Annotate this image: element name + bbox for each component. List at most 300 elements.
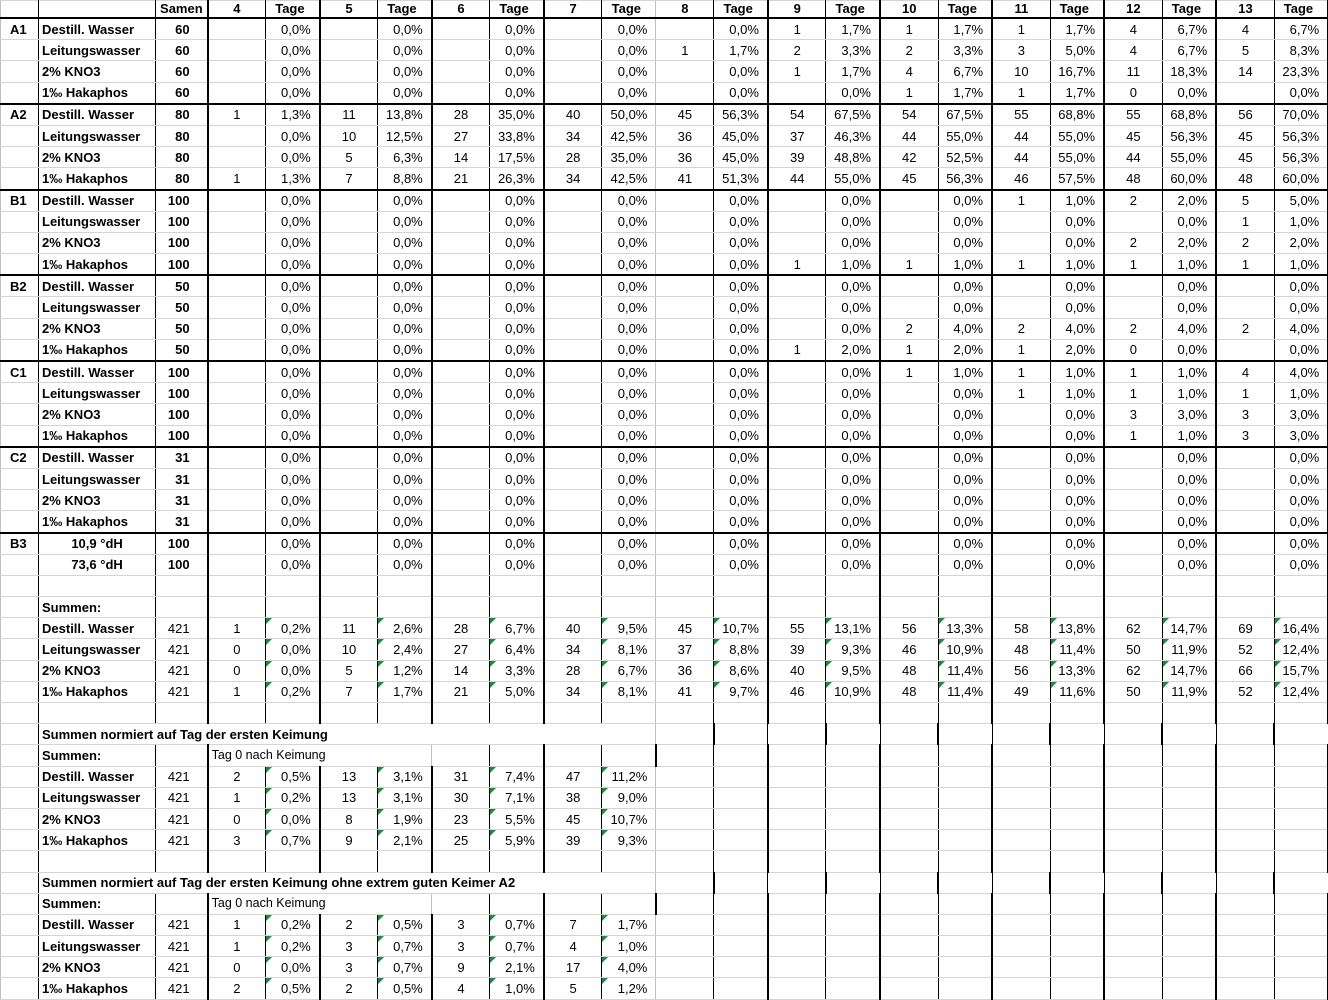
empty-cell[interactable] xyxy=(1104,957,1162,978)
row-label[interactable]: 2% KNO3 xyxy=(39,318,156,339)
germinated-count[interactable] xyxy=(320,297,378,318)
row-label[interactable]: Leitungswasser xyxy=(39,125,156,146)
empty-cell[interactable] xyxy=(208,703,266,724)
germinated-count[interactable]: 0 xyxy=(1104,339,1162,361)
germination-percent[interactable]: 8,8% xyxy=(714,639,768,660)
germination-percent[interactable]: 0,0% xyxy=(1050,468,1104,489)
empty-cell[interactable] xyxy=(714,575,768,596)
germinated-count[interactable] xyxy=(320,232,378,253)
germination-percent[interactable]: 55,0% xyxy=(826,168,880,190)
germination-percent[interactable]: 0,0% xyxy=(1274,511,1328,533)
germination-percent[interactable]: 4,0% xyxy=(938,318,992,339)
germinated-count[interactable] xyxy=(208,125,266,146)
empty-cell[interactable] xyxy=(1216,575,1274,596)
header-day-number[interactable]: 13 xyxy=(1216,1,1274,19)
germinated-count[interactable]: 52 xyxy=(1216,639,1274,660)
germinated-count[interactable]: 1 xyxy=(768,254,826,276)
group-id[interactable] xyxy=(1,618,39,639)
germination-percent[interactable]: 0,0% xyxy=(1050,275,1104,297)
germinated-count[interactable] xyxy=(320,339,378,361)
germination-percent[interactable]: 68,8% xyxy=(1050,104,1104,126)
empty-cell[interactable] xyxy=(1216,936,1274,957)
germinated-count[interactable] xyxy=(320,82,378,104)
germinated-count[interactable] xyxy=(880,533,938,555)
germination-percent[interactable]: 0,0% xyxy=(714,275,768,297)
germinated-count[interactable]: 28 xyxy=(432,104,490,126)
empty-cell[interactable] xyxy=(880,851,938,872)
germinated-count[interactable] xyxy=(208,554,266,575)
germinated-count[interactable] xyxy=(208,404,266,425)
empty-cell[interactable] xyxy=(1104,851,1162,872)
germinated-count[interactable]: 10 xyxy=(992,61,1050,82)
germination-percent[interactable]: 42,5% xyxy=(602,168,656,190)
germination-percent[interactable]: 0,0% xyxy=(490,425,544,447)
germination-percent[interactable]: 0,0% xyxy=(1162,211,1216,232)
germination-percent[interactable]: 2,1% xyxy=(378,830,432,851)
germinated-count[interactable]: 25 xyxy=(432,830,490,851)
germination-percent[interactable]: 3,0% xyxy=(1274,404,1328,425)
germination-percent[interactable]: 0,0% xyxy=(602,275,656,297)
germinated-count[interactable]: 0 xyxy=(208,808,266,829)
empty-cell[interactable] xyxy=(1274,851,1328,872)
germinated-count[interactable] xyxy=(992,554,1050,575)
empty-cell[interactable] xyxy=(1216,914,1274,935)
germinated-count[interactable]: 7 xyxy=(320,168,378,190)
sample-count[interactable]: 100 xyxy=(156,190,208,212)
germinated-count[interactable]: 3 xyxy=(1216,425,1274,447)
germinated-count[interactable]: 11 xyxy=(320,618,378,639)
germination-percent[interactable]: 1,9% xyxy=(378,808,432,829)
empty-cell[interactable] xyxy=(1162,766,1216,787)
germination-percent[interactable]: 0,2% xyxy=(266,787,320,808)
empty-cell[interactable] xyxy=(320,597,378,618)
empty-cell[interactable] xyxy=(768,893,826,914)
germinated-count[interactable] xyxy=(880,511,938,533)
germination-percent[interactable]: 1,3% xyxy=(266,104,320,126)
empty-cell[interactable] xyxy=(992,808,1050,829)
germinated-count[interactable]: 23 xyxy=(432,808,490,829)
empty-cell[interactable] xyxy=(432,597,490,618)
germination-percent[interactable]: 1,0% xyxy=(1050,190,1104,212)
germination-percent[interactable]: 0,0% xyxy=(602,82,656,104)
group-id[interactable] xyxy=(1,554,39,575)
germination-percent[interactable]: 0,0% xyxy=(1050,447,1104,469)
germinated-count[interactable]: 45 xyxy=(880,168,938,190)
germinated-count[interactable]: 38 xyxy=(544,787,602,808)
empty-cell[interactable] xyxy=(266,597,320,618)
group-id[interactable]: C2 xyxy=(1,447,39,469)
germinated-count[interactable] xyxy=(768,190,826,212)
germination-percent[interactable]: 12,5% xyxy=(378,125,432,146)
germinated-count[interactable]: 21 xyxy=(432,681,490,702)
empty-cell[interactable] xyxy=(1050,597,1104,618)
germination-percent[interactable]: 4,0% xyxy=(1274,361,1328,383)
germinated-count[interactable]: 41 xyxy=(656,681,714,702)
header-days-label[interactable]: Tage xyxy=(938,1,992,19)
germination-percent[interactable]: 17,5% xyxy=(490,147,544,168)
empty-cell[interactable] xyxy=(714,830,768,851)
empty-cell[interactable] xyxy=(938,703,992,724)
germination-percent[interactable]: 0,5% xyxy=(378,914,432,935)
germination-percent[interactable]: 3,3% xyxy=(826,40,880,61)
empty-cell[interactable] xyxy=(656,597,714,618)
germinated-count[interactable]: 2 xyxy=(880,318,938,339)
group-id[interactable]: B2 xyxy=(1,275,39,297)
empty-cell[interactable] xyxy=(826,766,880,787)
germinated-count[interactable] xyxy=(1104,297,1162,318)
germination-percent[interactable]: 0,0% xyxy=(266,468,320,489)
germination-percent[interactable]: 0,0% xyxy=(266,297,320,318)
germinated-count[interactable]: 36 xyxy=(656,125,714,146)
germination-percent[interactable]: 0,0% xyxy=(1274,275,1328,297)
germination-percent[interactable]: 1,0% xyxy=(1050,383,1104,404)
germination-percent[interactable]: 1,0% xyxy=(1162,361,1216,383)
germination-percent[interactable]: 0,0% xyxy=(490,318,544,339)
section-title[interactable]: Summen normiert auf Tag der ersten Keimung ohne extrem guten Keimer A2 xyxy=(39,872,656,893)
row-label[interactable]: 1‰ Hakaphos xyxy=(39,978,156,999)
empty-cell[interactable] xyxy=(656,766,714,787)
germination-percent[interactable]: 0,0% xyxy=(266,639,320,660)
group-id[interactable] xyxy=(1,639,39,660)
germination-percent[interactable]: 0,0% xyxy=(826,297,880,318)
sample-count[interactable]: 60 xyxy=(156,18,208,40)
empty-cell[interactable] xyxy=(1162,830,1216,851)
group-id[interactable] xyxy=(1,318,39,339)
sample-count[interactable]: 100 xyxy=(156,554,208,575)
empty-cell[interactable] xyxy=(378,851,432,872)
germinated-count[interactable]: 62 xyxy=(1104,660,1162,681)
germination-percent[interactable]: 56,3% xyxy=(938,168,992,190)
germination-percent[interactable]: 0,0% xyxy=(714,533,768,555)
empty-cell[interactable] xyxy=(992,724,1050,745)
empty-cell[interactable] xyxy=(938,787,992,808)
germination-percent[interactable]: 1,0% xyxy=(938,254,992,276)
germination-percent[interactable]: 0,0% xyxy=(378,533,432,555)
germination-percent[interactable]: 0,0% xyxy=(490,404,544,425)
germinated-count[interactable]: 3 xyxy=(320,936,378,957)
germination-percent[interactable]: 57,5% xyxy=(1050,168,1104,190)
header-day-number[interactable]: 5 xyxy=(320,1,378,19)
germinated-count[interactable]: 9 xyxy=(432,957,490,978)
header-days-label[interactable]: Tage xyxy=(714,1,768,19)
germinated-count[interactable]: 36 xyxy=(656,660,714,681)
empty-cell[interactable] xyxy=(1162,936,1216,957)
empty-cell[interactable] xyxy=(826,978,880,999)
germination-percent[interactable]: 0,0% xyxy=(602,18,656,40)
empty-cell[interactable] xyxy=(602,893,656,914)
germinated-count[interactable]: 45 xyxy=(1216,125,1274,146)
germination-percent[interactable]: 2,1% xyxy=(490,957,544,978)
germination-percent[interactable]: 0,0% xyxy=(266,339,320,361)
germination-percent[interactable]: 1,0% xyxy=(1274,383,1328,404)
group-id[interactable] xyxy=(1,511,39,533)
germination-percent[interactable]: 0,0% xyxy=(490,383,544,404)
germinated-count[interactable]: 4 xyxy=(432,978,490,999)
germinated-count[interactable]: 1 xyxy=(1216,211,1274,232)
empty-cell[interactable] xyxy=(1216,893,1274,914)
germinated-count[interactable]: 1 xyxy=(880,254,938,276)
empty-cell[interactable] xyxy=(656,914,714,935)
germinated-count[interactable]: 55 xyxy=(768,618,826,639)
empty-cell[interactable] xyxy=(880,724,938,745)
empty-cell[interactable] xyxy=(1104,597,1162,618)
germinated-count[interactable]: 13 xyxy=(320,787,378,808)
germination-percent[interactable]: 0,0% xyxy=(378,468,432,489)
germination-percent[interactable]: 33,8% xyxy=(490,125,544,146)
empty-cell[interactable] xyxy=(156,745,208,766)
empty-cell[interactable] xyxy=(1104,978,1162,999)
empty-cell[interactable] xyxy=(1050,851,1104,872)
row-label[interactable]: Leitungswasser xyxy=(39,40,156,61)
germinated-count[interactable] xyxy=(656,61,714,82)
empty-cell[interactable] xyxy=(1162,787,1216,808)
section-sublabel[interactable]: Tag 0 nach Keimung xyxy=(208,745,432,766)
empty-cell[interactable] xyxy=(938,936,992,957)
germination-percent[interactable]: 1,0% xyxy=(1162,425,1216,447)
germinated-count[interactable] xyxy=(432,82,490,104)
empty-cell[interactable] xyxy=(1050,745,1104,766)
empty-cell[interactable] xyxy=(826,872,880,893)
germinated-count[interactable]: 31 xyxy=(432,766,490,787)
row-label[interactable]: Destill. Wasser xyxy=(39,914,156,935)
germinated-count[interactable] xyxy=(768,383,826,404)
germinated-count[interactable] xyxy=(320,511,378,533)
germination-percent[interactable]: 0,7% xyxy=(378,936,432,957)
germinated-count[interactable] xyxy=(656,533,714,555)
header-days-label[interactable]: Tage xyxy=(826,1,880,19)
sample-count[interactable]: 60 xyxy=(156,82,208,104)
sample-count[interactable]: 50 xyxy=(156,297,208,318)
germinated-count[interactable] xyxy=(544,297,602,318)
group-id[interactable] xyxy=(1,339,39,361)
germinated-count[interactable] xyxy=(656,82,714,104)
germinated-count[interactable]: 2 xyxy=(1104,190,1162,212)
germination-percent[interactable]: 3,3% xyxy=(938,40,992,61)
germinated-count[interactable]: 1 xyxy=(1104,361,1162,383)
germinated-count[interactable]: 44 xyxy=(880,125,938,146)
germination-percent[interactable]: 0,0% xyxy=(602,490,656,511)
germinated-count[interactable] xyxy=(656,190,714,212)
germinated-count[interactable]: 1 xyxy=(768,18,826,40)
germination-percent[interactable]: 0,0% xyxy=(1274,554,1328,575)
sample-count[interactable]: 80 xyxy=(156,168,208,190)
empty-cell[interactable] xyxy=(992,766,1050,787)
sample-count[interactable]: 100 xyxy=(156,254,208,276)
germination-percent[interactable]: 0,0% xyxy=(1050,533,1104,555)
germinated-count[interactable]: 2 xyxy=(320,914,378,935)
germinated-count[interactable]: 1 xyxy=(208,787,266,808)
row-label[interactable]: 1‰ Hakaphos xyxy=(39,254,156,276)
germination-percent[interactable]: 0,0% xyxy=(1050,404,1104,425)
row-label[interactable]: 1‰ Hakaphos xyxy=(39,511,156,533)
germination-percent[interactable]: 0,0% xyxy=(714,18,768,40)
germination-percent[interactable]: 0,0% xyxy=(602,61,656,82)
germination-percent[interactable]: 1,7% xyxy=(938,18,992,40)
germinated-count[interactable] xyxy=(320,490,378,511)
empty-cell[interactable] xyxy=(544,745,602,766)
germination-percent[interactable]: 2,0% xyxy=(1162,190,1216,212)
empty-cell[interactable] xyxy=(656,830,714,851)
germinated-count[interactable] xyxy=(208,211,266,232)
germinated-count[interactable]: 1 xyxy=(768,61,826,82)
germinated-count[interactable] xyxy=(880,425,938,447)
germination-percent[interactable]: 0,0% xyxy=(826,468,880,489)
header-days-label[interactable]: Tage xyxy=(378,1,432,19)
germination-percent[interactable]: 0,0% xyxy=(938,211,992,232)
germination-percent[interactable]: 56,3% xyxy=(1162,125,1216,146)
germination-percent[interactable]: 0,0% xyxy=(1162,490,1216,511)
germination-percent[interactable]: 1,0% xyxy=(1162,254,1216,276)
germinated-count[interactable] xyxy=(1216,297,1274,318)
empty-cell[interactable] xyxy=(768,575,826,596)
empty-cell[interactable] xyxy=(320,575,378,596)
empty-cell[interactable] xyxy=(768,724,826,745)
germinated-count[interactable]: 27 xyxy=(432,639,490,660)
sample-count[interactable]: 80 xyxy=(156,104,208,126)
sample-count[interactable]: 100 xyxy=(156,533,208,555)
empty-cell[interactable] xyxy=(656,851,714,872)
germinated-count[interactable]: 11 xyxy=(1104,61,1162,82)
sample-count[interactable]: 421 xyxy=(156,830,208,851)
germinated-count[interactable] xyxy=(656,297,714,318)
empty-cell[interactable] xyxy=(1050,872,1104,893)
germination-percent[interactable]: 0,0% xyxy=(1050,232,1104,253)
germination-percent[interactable]: 0,0% xyxy=(826,554,880,575)
germinated-count[interactable]: 41 xyxy=(656,168,714,190)
empty-cell[interactable] xyxy=(1104,703,1162,724)
empty-cell[interactable] xyxy=(1162,914,1216,935)
empty-cell[interactable] xyxy=(938,851,992,872)
germination-percent[interactable]: 0,0% xyxy=(490,468,544,489)
germination-percent[interactable]: 8,6% xyxy=(714,660,768,681)
germination-percent[interactable]: 1,7% xyxy=(1050,18,1104,40)
germination-percent[interactable]: 0,0% xyxy=(266,808,320,829)
empty-cell[interactable] xyxy=(826,703,880,724)
germination-percent[interactable]: 0,0% xyxy=(714,511,768,533)
group-id[interactable] xyxy=(1,425,39,447)
empty-cell[interactable] xyxy=(1104,872,1162,893)
empty-cell[interactable] xyxy=(1050,914,1104,935)
germinated-count[interactable] xyxy=(432,297,490,318)
germinated-count[interactable] xyxy=(320,254,378,276)
germinated-count[interactable] xyxy=(992,232,1050,253)
germinated-count[interactable] xyxy=(208,275,266,297)
germinated-count[interactable] xyxy=(208,383,266,404)
empty-cell[interactable] xyxy=(320,703,378,724)
germinated-count[interactable] xyxy=(992,297,1050,318)
germinated-count[interactable] xyxy=(432,339,490,361)
germination-percent[interactable]: 0,0% xyxy=(938,190,992,212)
germinated-count[interactable]: 28 xyxy=(544,660,602,681)
germination-percent[interactable]: 55,0% xyxy=(1050,125,1104,146)
germinated-count[interactable]: 40 xyxy=(768,660,826,681)
germination-percent[interactable]: 0,0% xyxy=(266,660,320,681)
germination-percent[interactable]: 0,0% xyxy=(490,61,544,82)
germination-percent[interactable]: 0,0% xyxy=(1162,468,1216,489)
germinated-count[interactable]: 3 xyxy=(432,914,490,935)
germinated-count[interactable] xyxy=(992,211,1050,232)
empty-cell[interactable] xyxy=(208,597,266,618)
germination-percent[interactable]: 0,0% xyxy=(266,318,320,339)
germination-percent[interactable]: 0,0% xyxy=(938,554,992,575)
germination-percent[interactable]: 0,0% xyxy=(714,211,768,232)
empty-cell[interactable] xyxy=(714,851,768,872)
germinated-count[interactable]: 13 xyxy=(320,766,378,787)
germinated-count[interactable] xyxy=(544,232,602,253)
empty-cell[interactable] xyxy=(938,575,992,596)
germinated-count[interactable] xyxy=(1216,490,1274,511)
germinated-count[interactable]: 54 xyxy=(880,104,938,126)
germinated-count[interactable] xyxy=(208,61,266,82)
empty-cell[interactable] xyxy=(432,703,490,724)
germination-percent[interactable]: 11,4% xyxy=(938,660,992,681)
germinated-count[interactable]: 44 xyxy=(992,147,1050,168)
germination-percent[interactable]: 2,4% xyxy=(378,639,432,660)
header-day-number[interactable]: 11 xyxy=(992,1,1050,19)
germinated-count[interactable] xyxy=(432,490,490,511)
germination-percent[interactable]: 0,0% xyxy=(266,957,320,978)
empty-cell[interactable] xyxy=(1050,766,1104,787)
empty-cell[interactable] xyxy=(992,914,1050,935)
empty-cell[interactable] xyxy=(880,787,938,808)
germination-percent[interactable]: 1,0% xyxy=(938,361,992,383)
empty-cell[interactable] xyxy=(714,766,768,787)
empty-cell[interactable] xyxy=(768,914,826,935)
germination-percent[interactable]: 45,0% xyxy=(714,147,768,168)
germination-percent[interactable]: 0,0% xyxy=(266,125,320,146)
germinated-count[interactable] xyxy=(208,533,266,555)
germination-percent[interactable]: 0,0% xyxy=(602,339,656,361)
germination-percent[interactable]: 1,0% xyxy=(826,254,880,276)
empty-cell[interactable] xyxy=(826,830,880,851)
germination-percent[interactable]: 6,7% xyxy=(938,61,992,82)
germination-percent[interactable]: 0,0% xyxy=(266,40,320,61)
row-label[interactable]: 2% KNO3 xyxy=(39,957,156,978)
germination-percent[interactable]: 0,0% xyxy=(490,361,544,383)
germinated-count[interactable]: 2 xyxy=(1104,232,1162,253)
germinated-count[interactable]: 1 xyxy=(880,18,938,40)
germination-percent[interactable]: 0,0% xyxy=(378,554,432,575)
germinated-count[interactable]: 2 xyxy=(1216,232,1274,253)
group-id[interactable] xyxy=(1,147,39,168)
germinated-count[interactable] xyxy=(432,533,490,555)
empty-cell[interactable] xyxy=(656,957,714,978)
header-day-number[interactable]: 10 xyxy=(880,1,938,19)
germinated-count[interactable]: 0 xyxy=(208,660,266,681)
germination-percent[interactable]: 5,0% xyxy=(490,681,544,702)
empty-cell[interactable] xyxy=(39,703,156,724)
germinated-count[interactable] xyxy=(432,232,490,253)
germination-percent[interactable]: 1,3% xyxy=(266,168,320,190)
germination-percent[interactable]: 0,0% xyxy=(490,554,544,575)
germinated-count[interactable] xyxy=(544,318,602,339)
germination-percent[interactable]: 2,0% xyxy=(1162,232,1216,253)
germination-percent[interactable]: 0,0% xyxy=(714,554,768,575)
germination-percent[interactable]: 5,0% xyxy=(1274,190,1328,212)
germination-percent[interactable]: 0,2% xyxy=(266,618,320,639)
germinated-count[interactable] xyxy=(320,468,378,489)
germinated-count[interactable]: 50 xyxy=(1104,681,1162,702)
germination-percent[interactable]: 3,0% xyxy=(1274,425,1328,447)
empty-cell[interactable] xyxy=(1104,766,1162,787)
germinated-count[interactable] xyxy=(320,404,378,425)
sample-count[interactable]: 31 xyxy=(156,490,208,511)
germinated-count[interactable] xyxy=(768,82,826,104)
germination-percent[interactable]: 0,0% xyxy=(266,554,320,575)
empty-cell[interactable] xyxy=(39,851,156,872)
empty-cell[interactable] xyxy=(1050,830,1104,851)
germination-percent[interactable]: 7,1% xyxy=(490,787,544,808)
